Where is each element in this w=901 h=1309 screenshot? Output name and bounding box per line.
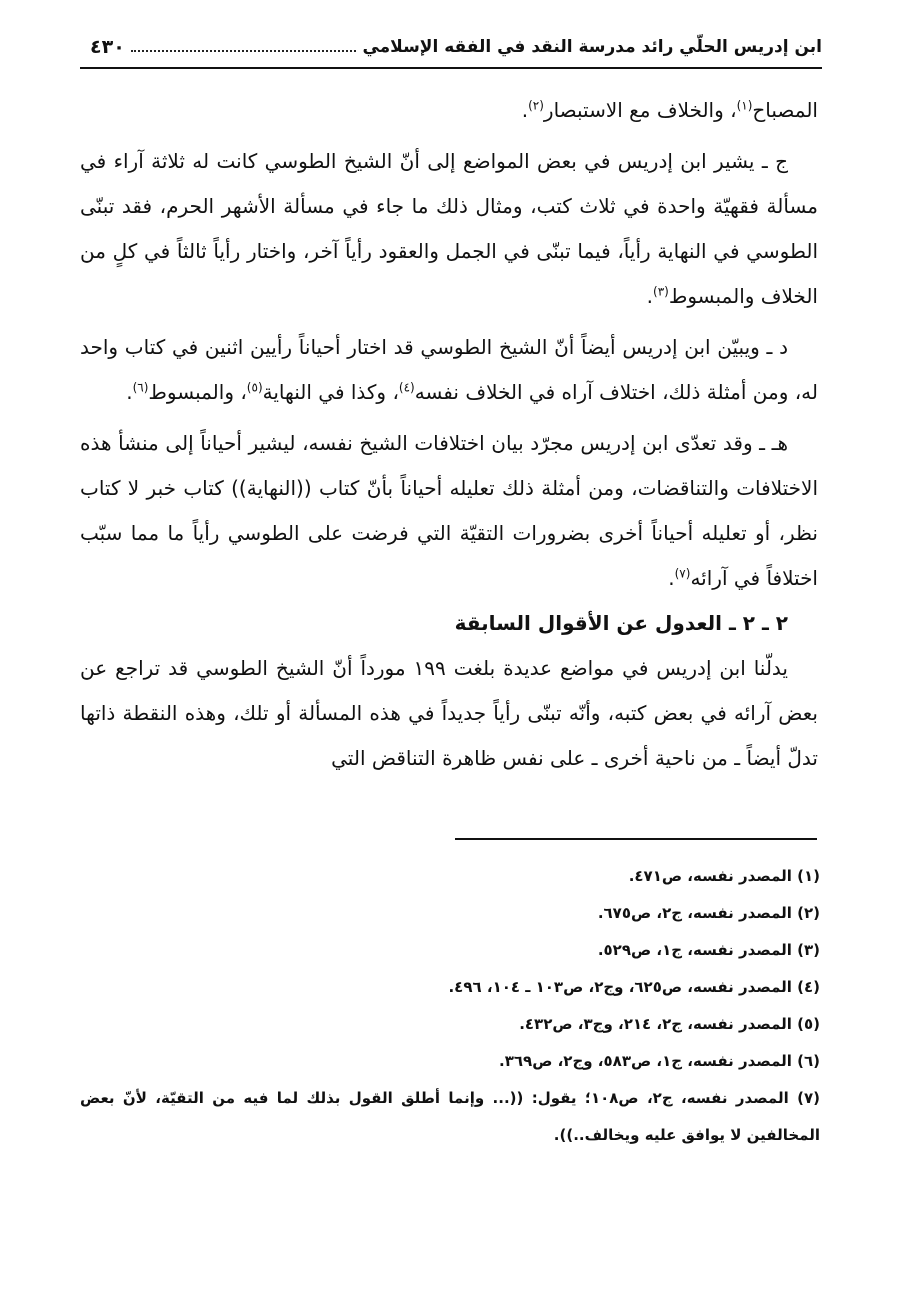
header-rule bbox=[80, 67, 822, 69]
footnote-7: (٧) المصدر نفسه، ج٢، ص١٠٨؛ يقول: ((... وإنما أطلق القول بذلك لما فيه من التقيّة، لأنّ بعض المخالفين لا يوافق عليه ويخالف..)). bbox=[80, 1089, 820, 1144]
header-leader-dots bbox=[131, 50, 357, 52]
running-title: ابن إدريس الحلّي رائد مدرسة النقد في الفقه الإسلامي bbox=[362, 37, 822, 57]
footnote-4: (٤) المصدر نفسه، ص٦٢٥، وج٢، ص١٠٣ ـ ١٠٤، ٤٩٦. bbox=[448, 978, 820, 996]
footnote-3: (٣) المصدر نفسه، ج١، ص٥٢٩. bbox=[597, 941, 820, 959]
footnote-ref-4: (٤) bbox=[398, 380, 415, 395]
paragraph-1: المصباح$^{(١)}$، والخلاف مع الاستبصار$^{(٢)}$. bbox=[521, 98, 818, 122]
paragraph-2: ج ـ يشير ابن إدريس في بعض المواضع إلى أنّ الشيخ الطوسي كانت له ثلاثة آراء في مسألة فقهيّة واحدة في ثلاث كتب، ومثال ذلك ما جاء في مسألة الأشهر الحرم، فقد تبنّى الطوسي في النهاية رأياً، فيما تبنّى في الجمل والعقود رأياً آخر، واختار رأياً ثالثاً في كلٍ من الخلاف والمبسوط$^{(٣)}$. bbox=[80, 149, 818, 308]
footnotes bbox=[80, 858, 820, 1154]
footnote-ref-3: (٣) bbox=[653, 284, 669, 299]
footnote-2: (٢) المصدر نفسه، ج٢، ص٦٧٥. bbox=[597, 904, 820, 922]
paragraph-3: د ـ ويبيّن ابن إدريس أيضاً أنّ الشيخ الطوسي قد اختار أحياناً رأيين اثنين في كتاب واحد له، ومن أمثلة ذلك، اختلاف آراه في الخلاف نفسه$^{(٤)}$، وكذا في النهاية$^{(٥)}$، والمبسوط$^{(٦)}$. bbox=[80, 335, 818, 404]
paragraph-5: يدلّنا ابن إدريس في مواضع عديدة بلغت ١٩٩ مورداً أنّ الشيخ الطوسي قد تراجع عن بعض آرائه في بعض كتبه، وأنّه تبنّى رأياً جديداً في هذه المسألة أو تلك، وهذه النقطة ذاتها تدلّ أيضاً ـ من ناحية أخرى ـ على نفس ظاهرة التناقض التي bbox=[80, 656, 818, 770]
footnote-1: (١) المصدر نفسه، ص٤٧١. bbox=[628, 867, 820, 885]
footnote-ref-2: (٢) bbox=[528, 98, 544, 113]
footnote-6: (٦) المصدر نفسه، ج١، ص٥٨٣، وج٢، ص٣٦٩. bbox=[499, 1052, 820, 1070]
footnote-separator bbox=[455, 838, 817, 840]
main-text bbox=[80, 88, 818, 781]
paragraph-4: هـ ـ وقد تعدّى ابن إدريس مجرّد بيان اختلافات الشيخ نفسه، ليشير أحياناً إلى منشأ هذه الاختلافات والتناقضات، ومن أمثلة ذلك تعليله أحياناً بأنّ كتاب ((النهاية)) كتاب خبر لا كتاب نظر، أو تعليله أحياناً أخرى بضرورات التقيّة التي فرضت على الطوسي رأياً ما مما سبّب اختلافاً في آرائه$^{(٧)}$. bbox=[80, 431, 818, 590]
footnote-ref-7: (٧) bbox=[674, 566, 691, 581]
footnote-ref-6: (٦) bbox=[132, 380, 149, 395]
footnote-5: (٥) المصدر نفسه، ج٢، ٢١٤، وج٣، ص٤٣٢. bbox=[519, 1015, 820, 1033]
page-number: ٤٣٠ bbox=[90, 36, 125, 58]
section-heading: ٢ ـ ٢ ـ العدول عن الأقوال السابقة bbox=[454, 611, 788, 635]
footnote-ref-1: (١) bbox=[736, 98, 753, 113]
footnote-ref-5: (٥) bbox=[246, 380, 263, 395]
page-header bbox=[80, 30, 822, 64]
